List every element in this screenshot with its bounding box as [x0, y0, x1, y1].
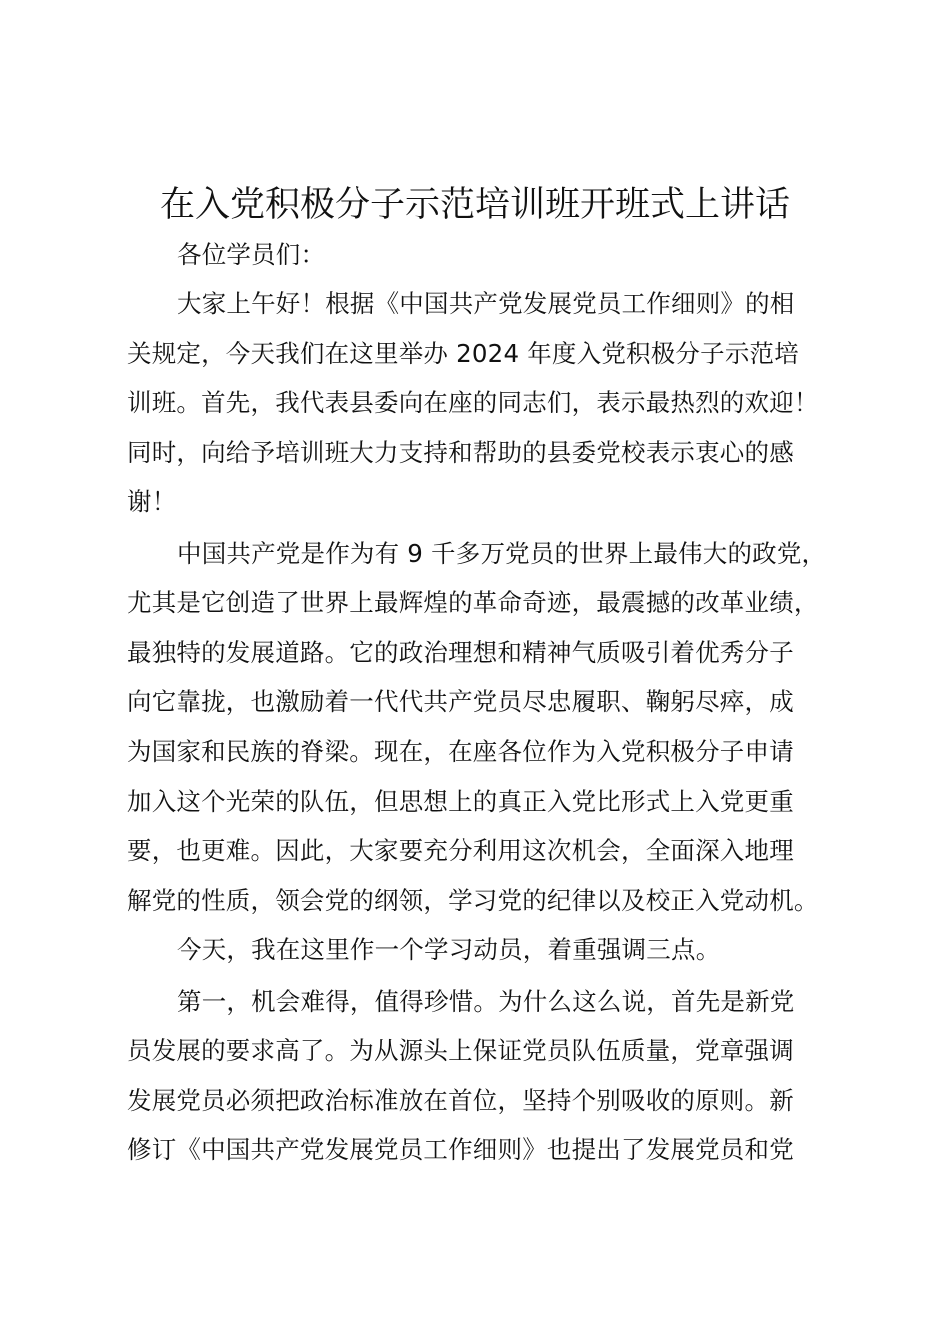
document-title: 在入党积极分子示范培训班开班式上讲话 — [159, 185, 790, 225]
paragraph-line: 最独特的发展道路。它的政治理想和精神气质吸引着优秀分子 — [127, 638, 794, 667]
paragraph-line: 为国家和民族的脊梁。现在，在座各位作为入党积极分子申请 — [127, 737, 794, 766]
paragraph-line: 同时，向给予培训班大力支持和帮助的县委党校表示衷心的感 — [127, 438, 794, 467]
paragraph-line: 向它靠拢，也激励着一代代共产党员尽忠履职、鞠躬尽瘁，成 — [127, 687, 794, 716]
paragraph-line: 今天，我在这里作一个学习动员，着重强调三点。 — [177, 935, 721, 964]
paragraph-line: 第一，机会难得，值得珍惜。为什么这么说，首先是新党 — [177, 987, 795, 1016]
paragraph-line: 要，也更难。因此，大家要充分利用这次机会，全面深入地理 — [127, 836, 794, 865]
paragraph-line: 中国共产党是作为有 9 千多万党员的世界上最伟大的政党， — [177, 539, 827, 568]
paragraph-line: 解党的性质，领会党的纲领，学习党的纪律以及校正入党动机。 — [127, 886, 819, 915]
paragraph-line: 尤其是它创造了世界上最辉煌的革命奇迹，最震撼的改革业绩， — [127, 588, 819, 617]
paragraph-line: 谢！ — [127, 487, 177, 516]
paragraph-line: 大家上午好！根据《中国共产党发展党员工作细则》的相 — [177, 289, 795, 318]
paragraph-line: 加入这个光荣的队伍，但思想上的真正入党比形式上入党更重 — [127, 787, 794, 816]
salutation-line: 各位学员们： — [177, 240, 326, 269]
paragraph-line: 员发展的要求高了。为从源头上保证党员队伍质量，党章强调 — [127, 1036, 794, 1065]
paragraph-line: 发展党员必须把政治标准放在首位，坚持个别吸收的原则。新 — [127, 1086, 794, 1115]
paragraph-line: 训班。首先，我代表县委向在座的同志们，表示最热烈的欢迎！ — [127, 388, 819, 417]
paragraph-line: 修订《中国共产党发展党员工作细则》也提出了发展党员和党 — [127, 1135, 794, 1164]
paragraph-line: 关规定，今天我们在这里举办 2024 年度入党积极分子示范培 — [127, 339, 799, 368]
